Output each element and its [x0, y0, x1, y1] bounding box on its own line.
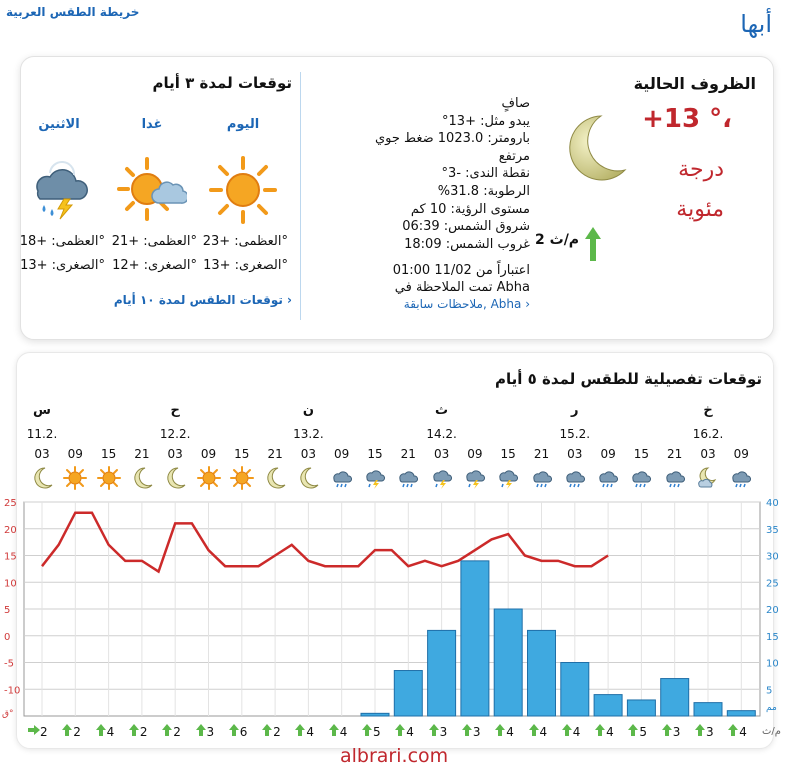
detail-feels-like: يبدو مثل: +13° [442, 113, 530, 129]
temp-tick-label: 5 [4, 605, 11, 616]
hour-label: 21 [667, 447, 683, 461]
watermark: albrari.com [340, 745, 449, 767]
weather-map-link[interactable]: خريطة الطقس العربية [6, 5, 140, 19]
wind-arrow-up-icon [394, 724, 406, 736]
detail-sunset: غروب الشمس: 18:09 [404, 236, 530, 252]
wind-cell [727, 724, 757, 739]
wind-cell [128, 724, 158, 739]
day-letter: ث [435, 403, 449, 418]
wind-speed: 4 [739, 725, 747, 739]
precip-tick-label: 25 [766, 578, 779, 590]
temp-tick-label: 25 [4, 498, 17, 509]
sun-cloud-icon [117, 155, 187, 225]
wind-speed: 4 [406, 725, 414, 739]
hour-label: 21 [400, 447, 416, 461]
detail-sunrise: شروق الشمس: 06:39 [402, 219, 530, 235]
wind-speed: 4 [106, 725, 115, 739]
unit-line-1: درجة [678, 157, 724, 182]
wind-arrow-up-icon [494, 724, 506, 736]
panel-divider [300, 72, 301, 320]
wind-arrow-up-icon [694, 724, 706, 736]
precip-bar [561, 663, 589, 717]
today-max: العظمى: +23° [202, 234, 288, 249]
precip-bar [594, 695, 622, 716]
detail-barometer: بارومتر: 1023.0 ضغط جوي [374, 131, 530, 147]
hour-label: 15 [500, 447, 516, 461]
wind-speed: 4 [506, 725, 514, 739]
hour-label: 09 [334, 447, 350, 461]
day-letter: ن [302, 403, 314, 418]
forecast-day-today: اليوم [226, 117, 260, 132]
wind-speed: 3 [206, 725, 215, 739]
precip-tick-label: 35 [766, 524, 779, 536]
precip-bar [428, 630, 456, 716]
wind-speed: 3 [706, 725, 714, 739]
wind-cell [494, 724, 524, 739]
tomorrow-max: العظمى: +21° [111, 234, 197, 249]
wind-speed: 5 [639, 725, 648, 739]
wind-speed: 5 [373, 725, 381, 739]
hour-label: 09 [600, 447, 616, 461]
wind-arrow-up-icon [61, 724, 73, 736]
current-conditions-title: الظروف الحالية [633, 74, 756, 93]
hour-label: 15 [234, 447, 250, 461]
hour-label: 15 [100, 447, 117, 461]
day-date: 11.2. [26, 427, 58, 441]
wind-arrow-up-icon [328, 724, 340, 736]
monday-temps [10, 230, 105, 278]
wind-unit-label: م/ث [762, 726, 781, 737]
temp-tick-label: 20 [4, 524, 17, 536]
temperature-unit [676, 150, 724, 230]
current-temperature: +13 °، [642, 104, 732, 134]
wind-cell [528, 724, 558, 739]
precip-bar [727, 711, 755, 716]
wind-arrow-up-icon [727, 724, 739, 736]
hour-label: 03 [300, 447, 317, 461]
wind-speed: 3 [472, 725, 481, 739]
wind-cell [461, 724, 491, 739]
precip-tick-label: 20 [766, 605, 779, 616]
current-wind-speed: 2 م/ث [535, 232, 580, 248]
detail-dew-point: نقطة الندى: -3° [441, 166, 530, 182]
detailed-forecast-title: توقعات تفصيلية للطقس لمدة ٥ أيام [495, 370, 762, 388]
day-date: 14.2. [426, 427, 457, 441]
hour-label: 21 [267, 447, 283, 461]
precip-bar [694, 703, 722, 716]
hour-label: 03 [433, 447, 450, 461]
precip-bar [461, 561, 489, 716]
forecast-day-monday: الاثنين [38, 117, 80, 132]
wind-cell [428, 724, 458, 739]
wind-cell [627, 724, 657, 739]
monday-min: الصغرى: +13° [20, 258, 105, 273]
wind-cell [561, 724, 591, 739]
wind-cell [261, 724, 291, 739]
hour-label: 09 [733, 447, 749, 461]
day-letter: س [33, 403, 51, 418]
hour-label: 15 [633, 447, 650, 461]
wind-arrow-up-icon [528, 724, 540, 736]
wind-cell [161, 724, 191, 739]
hour-label: 21 [134, 447, 150, 461]
precip-bar [394, 671, 422, 716]
hour-label: 21 [533, 447, 550, 461]
forecast-10-days-link[interactable]: توقعات الطقس لمدة ١٠ أيام › [113, 293, 292, 307]
wind-cell [28, 724, 58, 739]
previous-observations-link[interactable]: ملاحظات سابقة, Abha › [403, 297, 530, 311]
day-date: 13.2. [293, 427, 324, 441]
wind-cell [195, 724, 225, 739]
wind-cell [61, 724, 91, 739]
wind-arrow-up-icon [195, 724, 207, 736]
left-axis-label: ق° [2, 709, 14, 719]
hour-label: 09 [467, 447, 483, 461]
detail-visibility: مستوى الرؤية: 10 كم [410, 201, 530, 217]
precip-tick-label: 15 [766, 631, 779, 643]
wind-speed: 4 [572, 725, 581, 739]
day-letter: خ [703, 403, 713, 418]
day-date: 15.2. [559, 427, 591, 441]
hour-label: 03 [34, 447, 50, 461]
wind-speed: 3 [439, 725, 448, 739]
wind-cell [328, 724, 358, 739]
temp-tick-label: -5 [4, 658, 14, 670]
detail-condition: صافٍ [501, 96, 530, 111]
wind-arrow-up-icon [428, 724, 440, 736]
wind-speed: 2 [139, 725, 148, 739]
wind-speed: 4 [339, 725, 348, 739]
precip-tick-label: 10 [766, 658, 779, 670]
hour-label: 15 [367, 447, 383, 461]
wind-arrow-up-icon [661, 724, 673, 736]
precip-bar [361, 713, 389, 716]
wind-cell [394, 724, 424, 739]
storm-rain-icon [24, 155, 94, 225]
precip-bar [494, 609, 522, 716]
observed-place: تمت الملاحظة في Abha [394, 280, 530, 295]
hour-label: 09 [67, 447, 83, 461]
day-date: 16.2. [692, 427, 724, 441]
today-temps [193, 230, 288, 278]
today-min: الصغرى: +13° [203, 258, 288, 273]
wind-cell [361, 724, 391, 739]
wind-arrow-up-icon [261, 724, 273, 736]
monday-max: العظمى: +18° [19, 234, 105, 249]
wind-arrow-up-icon [294, 724, 306, 736]
wind-arrow-up-icon [461, 724, 473, 736]
crescent-moon-icon [555, 112, 635, 186]
wind-cell [228, 724, 258, 739]
detail-pressure-trend: مرتفع [498, 148, 530, 164]
city-title: أبها [740, 10, 772, 38]
unit-line-2: مئوية [676, 197, 724, 222]
wind-cell [694, 724, 724, 739]
sun-icon [208, 155, 278, 225]
precip-bar [528, 630, 556, 716]
wind-cell [594, 724, 624, 739]
hour-label: 09 [200, 447, 217, 461]
wind-cell [294, 724, 324, 739]
wind-arrow-up-icon [361, 724, 373, 736]
hour-label: 03 [700, 447, 716, 461]
day-date: 12.2. [159, 427, 191, 441]
precip-tick-label: 5 [766, 685, 773, 697]
wind-speed: 2 [40, 725, 48, 739]
wind-speed: 2 [273, 725, 281, 739]
wind-speed: 4 [306, 725, 315, 739]
wind-arrow-up-icon [627, 724, 639, 736]
detail-humidity: الرطوبة: 31.8% [437, 183, 530, 199]
wind-arrow-up-icon [584, 226, 602, 266]
right-axis-label: مم [766, 703, 777, 713]
wind-arrow-up-icon [228, 724, 240, 736]
hour-label: 03 [167, 447, 183, 461]
wind-arrow-up-icon [128, 724, 140, 736]
wind-speed: 3 [672, 725, 681, 739]
hour-label: 03 [567, 447, 583, 461]
wind-cell [95, 724, 125, 739]
wind-arrow-up-icon [161, 724, 173, 736]
wind-arrow-up-icon [561, 724, 573, 736]
wind-arrow-up-icon [594, 724, 606, 736]
wind-speed: 6 [239, 725, 248, 739]
precip-tick-label: 30 [766, 551, 779, 563]
forecast-chart [0, 490, 792, 720]
tomorrow-min: الصغرى: +12° [112, 258, 197, 273]
day-letter: ح [170, 403, 180, 418]
precip-bar [661, 679, 689, 716]
tomorrow-temps [102, 230, 197, 278]
wind-speed: 4 [606, 725, 614, 739]
wind-cell [661, 724, 691, 739]
precip-tick-label: 40 [766, 498, 779, 509]
forecast3-title: توقعات لمدة ٣ أيام [152, 74, 292, 92]
wind-speed: 2 [173, 725, 181, 739]
precip-bar [627, 700, 655, 716]
wind-arrow-up-icon [95, 724, 107, 736]
temp-tick-label: 0 [4, 631, 11, 643]
wind-speed: 2 [73, 725, 81, 739]
temp-tick-label: 10 [4, 578, 17, 590]
wind-arrow-right-icon [28, 724, 40, 736]
day-letter: ر [571, 403, 579, 418]
temp-tick-label: -10 [4, 685, 21, 697]
current-details [375, 95, 530, 253]
wind-speed: 4 [539, 725, 548, 739]
observation-info [393, 262, 530, 296]
forecast-day-tomorrow: غدا [141, 117, 163, 132]
observed-at: اعتباراً من 11/02 01:00 [392, 263, 530, 278]
temp-tick-label: 15 [4, 551, 17, 563]
